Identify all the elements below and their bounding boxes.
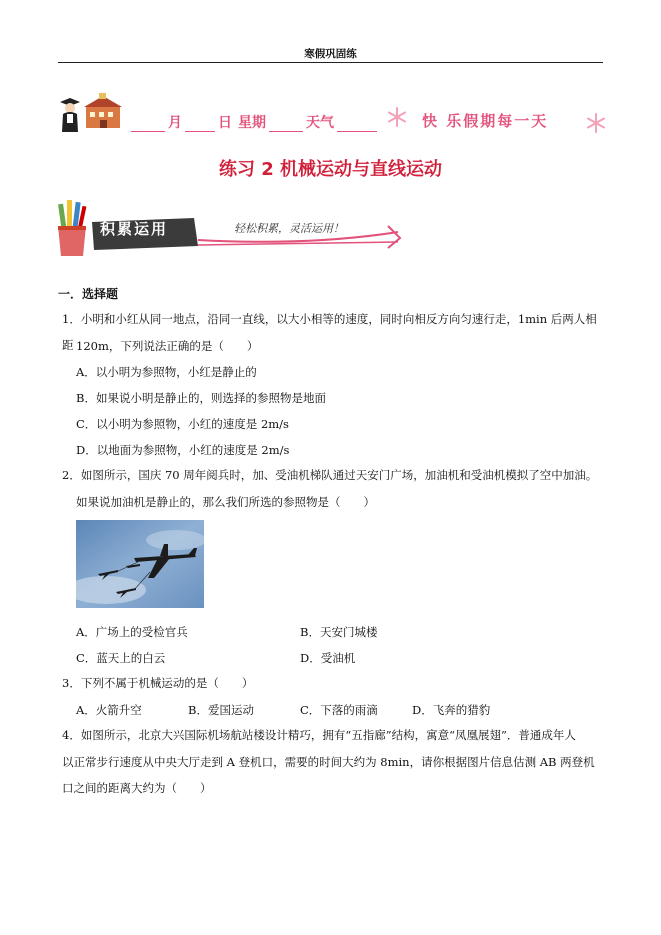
option-d[interactable]: D．受油机 bbox=[300, 651, 356, 665]
section-heading: 一．选择题 bbox=[58, 287, 119, 301]
header-divider bbox=[58, 62, 603, 63]
option-c[interactable]: C．蓝天上的白云 bbox=[76, 651, 166, 665]
section-banner-motto: 轻松积累，灵活运用！ bbox=[234, 222, 344, 235]
question-4 bbox=[62, 722, 607, 748]
question-text: 小明和小红从同一地点，沿同一直线，以大小相等的速度，同时向相反方向匀速行走，1min 后两人相距 bbox=[62, 312, 597, 352]
weekday-label: 星期 bbox=[238, 115, 266, 131]
holiday-slogan: 快 乐假期每一天 bbox=[422, 112, 549, 130]
day-blank[interactable] bbox=[185, 117, 215, 132]
pencil-cup-icon bbox=[58, 200, 86, 256]
date-fill-row bbox=[128, 110, 380, 132]
snowflake-icon bbox=[585, 112, 607, 134]
question-text: 如图所示，北京大兴国际机场航站楼设计精巧，拥有“五指廊”结构，寓意“凤凰展翅”．普通成年人 bbox=[80, 728, 576, 742]
snowflake-icon bbox=[386, 106, 408, 128]
option-b[interactable]: B．天安门城楼 bbox=[300, 625, 378, 639]
month-blank[interactable] bbox=[131, 117, 165, 132]
question-2 bbox=[62, 462, 607, 488]
option-a[interactable]: A．广场上的受检官兵 bbox=[76, 625, 188, 639]
question-number: 4． bbox=[62, 728, 81, 742]
page-title: 练习 2 机械运动与直线运动 bbox=[218, 159, 443, 180]
question-text: 如图所示，国庆 70 周年阅兵时，加、受油机梯队通过天安门广场，加油机和受油机模拟了空中加油。 bbox=[80, 468, 598, 482]
question-3 bbox=[62, 670, 607, 696]
option-b[interactable]: B．如果说小明是静止的，则选择的参照物是地面 bbox=[76, 391, 326, 405]
question-text: 下列不属于机械运动的是（ ） bbox=[80, 676, 254, 690]
option-d[interactable]: D．飞奔的猎豹 bbox=[412, 703, 491, 717]
weather-label: 天气 bbox=[306, 115, 334, 131]
question-number: 3． bbox=[62, 676, 81, 690]
day-label: 日 bbox=[218, 115, 232, 131]
option-d[interactable]: D．以地面为参照物，小红的速度是 2m/s bbox=[76, 443, 290, 457]
option-c[interactable]: C．以小明为参照物，小红的速度是 2m/s bbox=[76, 417, 289, 431]
option-a[interactable]: A．以小明为参照物，小红是静止的 bbox=[76, 365, 257, 379]
option-a[interactable]: A．火箭升空 bbox=[76, 703, 142, 717]
weekday-blank[interactable] bbox=[269, 117, 303, 132]
option-c[interactable]: C．下落的雨滴 bbox=[300, 703, 378, 717]
question-text-cont: 口之间的距离大约为（ ） bbox=[62, 781, 212, 795]
question-text-cont: 120m，下列说法正确的是（ ） bbox=[76, 339, 259, 353]
refueling-aircraft-photo bbox=[76, 520, 204, 608]
question-number: 1． bbox=[62, 312, 81, 326]
running-header: 寒假巩固练 bbox=[304, 48, 357, 60]
section-banner-label: 积累运用 bbox=[100, 220, 169, 238]
question-text-cont: 如果说加油机是静止的，那么我们所选的参照物是（ ） bbox=[76, 495, 375, 509]
option-b[interactable]: B．爱国运动 bbox=[188, 703, 254, 717]
question-number: 2． bbox=[62, 468, 81, 482]
graduate-school-icon bbox=[58, 92, 124, 134]
question-text-cont: 以正常步行速度从中央大厅走到 A 登机口，需要的时间大约为 8min，请你根据图片信息估测 AB 两登机 bbox=[62, 755, 595, 769]
month-label: 月 bbox=[168, 115, 182, 131]
weather-blank[interactable] bbox=[337, 117, 377, 132]
